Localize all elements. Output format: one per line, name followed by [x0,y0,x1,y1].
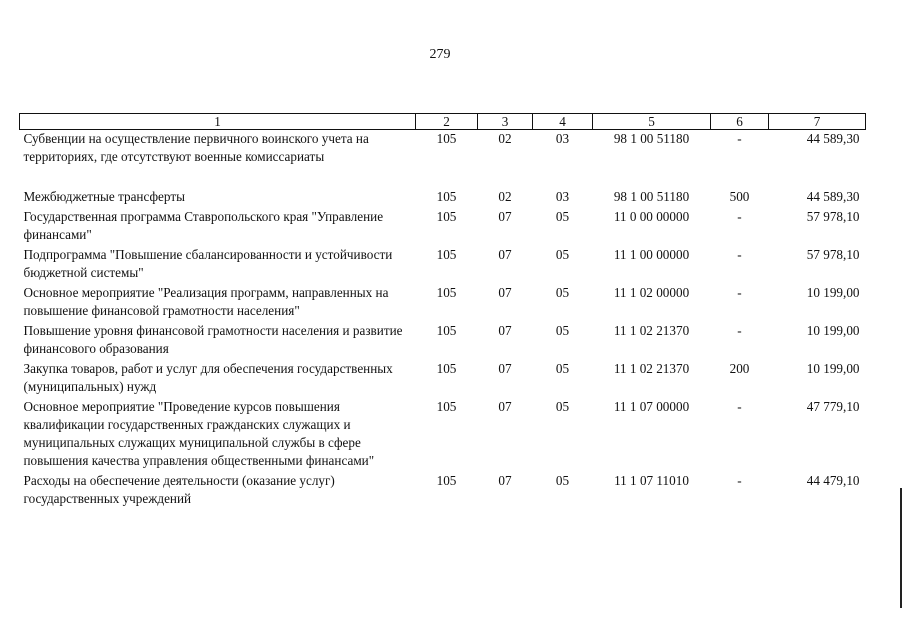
row-name: Межбюджетные трансферты [23,189,185,204]
row-spacer [20,168,866,188]
table-row [20,130,866,169]
cell-section: 07 [498,209,512,224]
cell-amount: 44 589,30 [806,189,860,204]
cell-amount: 44 479,10 [806,473,860,488]
cell-expense-type: 500 [729,189,750,204]
cell-target-article: 11 1 02 00000 [613,285,690,300]
row-name: Повышение уровня финансовой грамотности населения и развитие финансового образования [23,323,403,356]
row-name: Расходы на обеспечение деятельности (оказание услуг) государственных учреждений [23,473,335,506]
page-number: 279 [429,47,451,62]
cell-section: 02 [498,131,512,146]
cell-code: 105 [436,399,457,414]
table-row [20,360,866,398]
cell-amount: 10 199,00 [806,285,860,300]
row-name: Основное мероприятие "Проведение курсов повышения квалификации государственных гражданских служащих и муниципальных служащих муниципальной службы в сфере повышения качества управления общественными финансами" [23,399,375,468]
cell-amount: 10 199,00 [806,323,860,338]
cell-subsection: 05 [555,473,570,488]
column-header: 2 [416,114,478,130]
cell-expense-type: - [737,473,742,488]
cell-code: 105 [436,285,457,300]
cell-target-article: 11 1 07 11010 [614,473,689,488]
row-name: Подпрограмма "Повышение сбалансированности и устойчивости бюджетной системы" [23,247,393,280]
cell-code: 105 [436,247,457,262]
cell-target-article: 11 1 07 00000 [613,399,690,414]
cell-amount: 44 589,30 [806,131,860,146]
row-name: Государственная программа Ставропольского края "Управление финансами" [23,209,384,242]
cell-code: 105 [436,473,457,488]
row-name: Закупка товаров, работ и услуг для обеспечения государственных (муниципальных) нужд [23,361,393,394]
cell-expense-type: 200 [729,361,750,376]
table-row [20,188,866,208]
cell-section: 07 [498,361,512,376]
cell-section: 07 [498,473,512,488]
column-header: 3 [478,114,533,130]
cell-code: 105 [436,323,457,338]
cell-subsection: 05 [555,209,570,224]
cell-code: 105 [436,209,457,224]
table-row [20,246,866,284]
cell-subsection: 05 [555,399,570,414]
cell-expense-type: - [737,399,742,414]
column-header: 5 [593,114,711,130]
cell-expense-type: - [737,131,742,146]
cell-amount: 57 978,10 [806,247,860,262]
budget-table [19,113,866,510]
cell-code: 105 [436,189,457,204]
column-header: 6 [711,114,769,130]
table-row [20,208,866,246]
cell-code: 105 [436,361,457,376]
cell-target-article: 11 1 02 21370 [613,323,690,338]
cell-subsection: 05 [555,323,570,338]
cell-target-article: 11 1 02 21370 [613,361,690,376]
row-name: Субвенции на осуществление первичного воинского учета на территориях, где отсутствуют военные комиссариаты [23,131,369,164]
cell-subsection: 03 [555,189,570,204]
cell-subsection: 05 [555,285,570,300]
cell-target-article: 98 1 00 51180 [613,189,690,204]
cell-amount: 10 199,00 [806,361,860,376]
cell-section: 07 [498,247,512,262]
cell-target-article: 11 0 00 00000 [613,209,690,224]
table-row [20,284,866,322]
cell-subsection: 05 [555,247,570,262]
table-row [20,472,866,510]
cell-target-article: 11 1 00 00000 [613,247,690,262]
cell-target-article: 98 1 00 51180 [613,131,690,146]
cell-section: 07 [498,399,512,414]
table-row [20,322,866,360]
cell-subsection: 05 [555,361,570,376]
cell-section: 07 [498,285,512,300]
scan-margin-line [900,488,902,608]
table-header-row [20,114,866,130]
cell-amount: 47 779,10 [806,399,860,414]
cell-expense-type: - [737,247,742,262]
column-header: 1 [20,114,416,130]
cell-code: 105 [436,131,457,146]
cell-subsection: 03 [555,131,570,146]
row-name: Основное мероприятие "Реализация программ, направленных на повышение финансовой грамотности населения" [23,285,389,318]
column-header: 4 [533,114,593,130]
cell-expense-type: - [737,323,742,338]
column-header: 7 [769,114,866,130]
cell-section: 02 [498,189,512,204]
cell-section: 07 [498,323,512,338]
table-row [20,398,866,472]
cell-expense-type: - [737,209,742,224]
cell-amount: 57 978,10 [806,209,860,224]
cell-expense-type: - [737,285,742,300]
